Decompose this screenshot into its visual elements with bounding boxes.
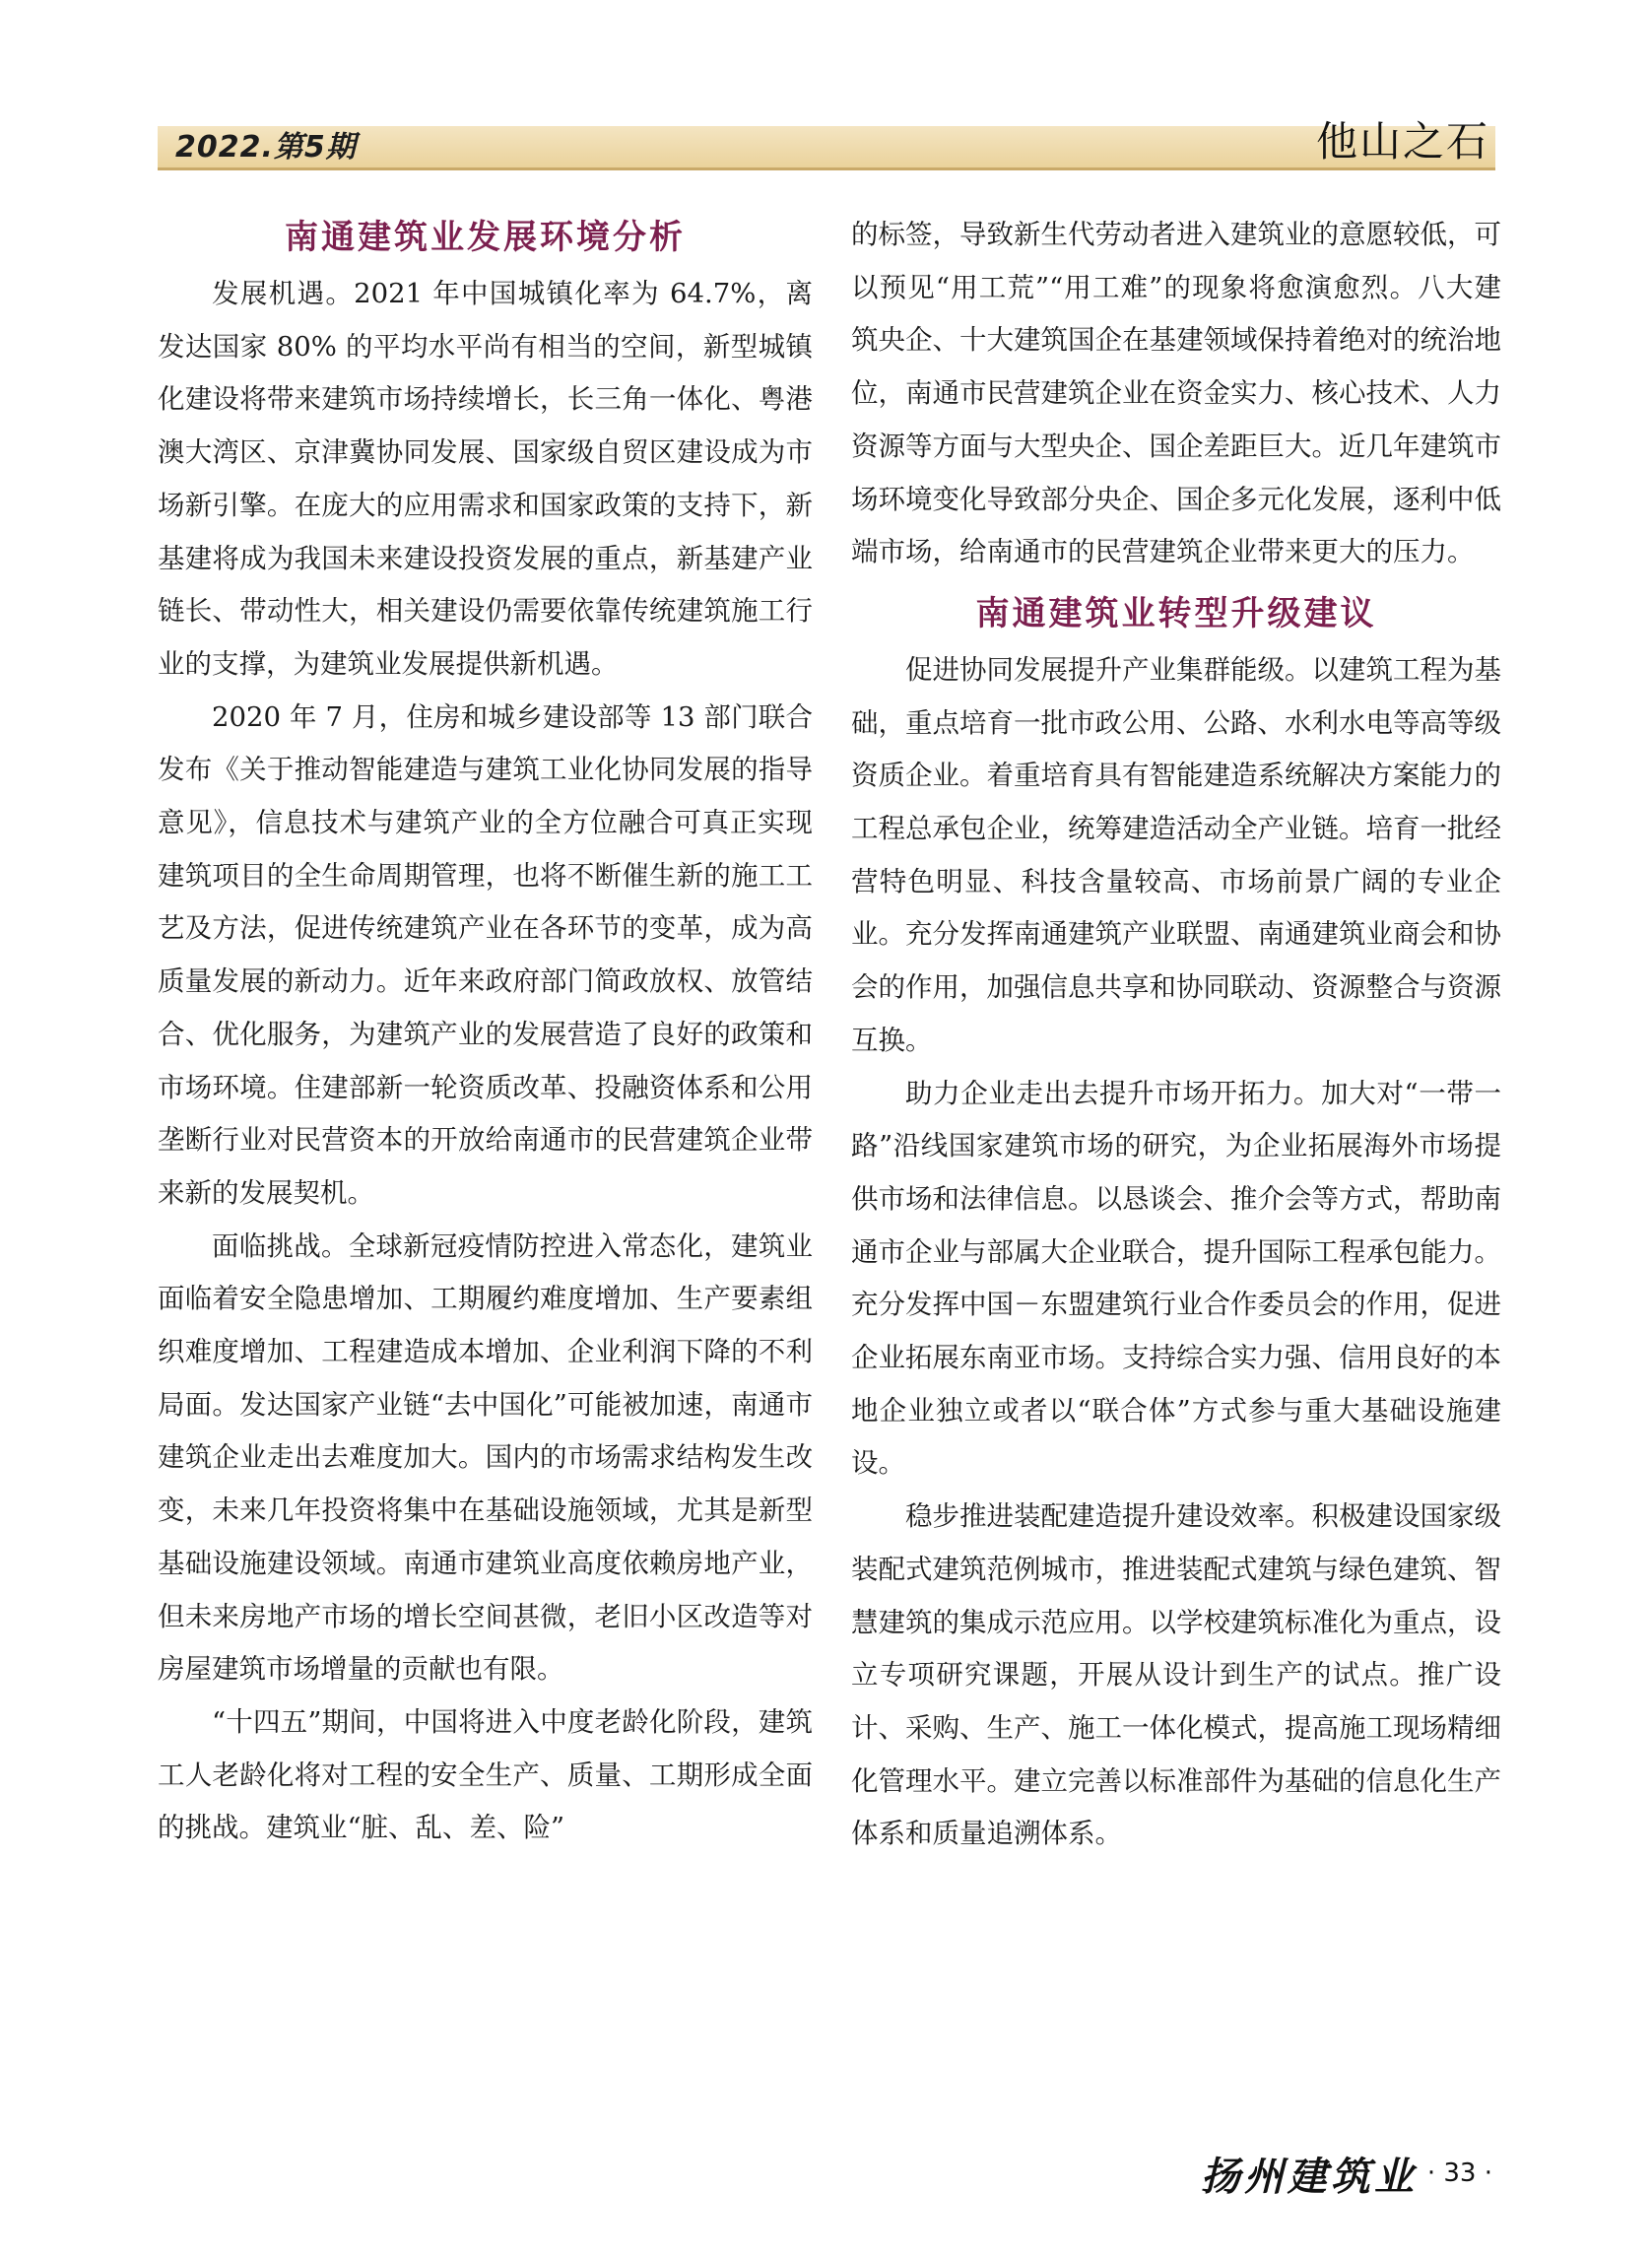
magazine-logo: 扬州建筑业 [1200, 2153, 1418, 2200]
column-title: 他山之石 [1315, 117, 1489, 166]
paragraph-cluster: 促进协同发展提升产业集群能级。以建筑工程为基础，重点培育一批市政公用、公路、水利水电等高等级资质企业。着重培育具有智能建造系统解决方案能力的工程总承包企业，统筹建造活动全产业链。培育一批经营特色明显、科技含量较高、市场前景广阔的专业企业。充分发挥南通建筑产业联盟、南通建筑业商会和协会的作用，加强信息共享和协同联动、资源整合与资源互换。 [851, 653, 1501, 1056]
paragraph-prefab: 稳步推进装配建造提升建设效率。积极建设国家级装配式建筑范例城市，推进装配式建筑与绿色建筑、智慧建筑的集成示范应用。以学校建筑标准化为重点，设立专项研究课题，开展从设计到生产的试点。推广设计、采购、生产、施工一体化模式，提高施工现场精细化管理水平。建立完善以标准部件为基础的信息化生产体系和质量追溯体系。 [851, 1500, 1501, 1850]
page-number: · 33 · [1426, 2158, 1492, 2188]
paragraph-going-global: 助力企业走出去提升市场开拓力。加大对“一带一路”沿线国家建筑市场的研究，为企业拓展海外市场提供市场和法律信息。以恳谈会、推介会等方式，帮助南通市企业与部属大企业联合，提升国际工程承包能力。充分发挥中国－东盟建筑行业合作委员会的作用，促进企业拓展东南亚市场。支持综合实力强、信用良好的本地企业独立或者以“联合体”方式参与重大基础设施建设。 [851, 1077, 1501, 1480]
paragraph-opportunities: 发展机遇。2021 年中国城镇化率为 64.7%，离发达国家 80% 的平均水平尚有相当的空间，新型城镇化建设将带来建筑市场持续增长，长三角一体化、粤港澳大湾区、京津冀协同发展、国家级自贸区建设成为市场新引擎。在庞大的应用需求和国家政策的支持下，新基建将成为我国未来建设投资发展的重点，新基建产业链长、带动性大，相关建设仍需要依靠传统建筑施工行业的支撑，为建筑业发展提供新机遇。 [158, 278, 813, 680]
paragraph-continuation: 的标签，导致新生代劳动者进入建筑业的意愿较低，可以预见“用工荒”“用工难”的现象将愈演愈烈。八大建筑央企、十大建筑国企在基建领域保持着绝对的统治地位，南通市民营建筑企业在资金实力、核心技术、人力资源等方面与大型央企、国企差距巨大。近几年建筑市场环境变化导致部分央企、国企多元化发展，逐利中低端市场，给南通市的民营建筑企业带来更大的压力。 [851, 219, 1501, 568]
right-column [851, 209, 1501, 1861]
paragraph-challenges: 面临挑战。全球新冠疫情防控进入常态化，建筑业面临着安全隐患增加、工期履约难度增加、生产要素组织难度增加、工程建造成本增加、企业利润下降的不利局面。发达国家产业链“去中国化”可能被加速，南通市建筑企业走出去难度加大。国内的市场需求结构发生改变，未来几年投资将集中在基础设施领域，尤其是新型基础设施建设领域。南通市建筑业高度依赖房地产业，但未来房地产市场的增长空间甚微，老旧小区改造等对房屋建筑市场增量的贡献也有限。 [158, 1229, 813, 1686]
paragraph-policy: 2020 年 7 月，住房和城乡建设部等 13 部门联合发布《关于推动智能建造与建筑工业化协同发展的指导意见》，信息技术与建筑产业的全方位融合可真正实现建筑项目的全生命周期管理，也将不断催生新的施工工艺及方法，促进传统建筑产业在各环节的变革，成为高质量发展的新动力。近年来政府部门简政放权、放管结合、优化服务，为建筑产业的发展营造了良好的政策和市场环境。住建部新一轮资质改革、投融资体系和公用垄断行业对民营资本的开放给南通市的民营建筑企业带来新的发展契机。 [158, 700, 813, 1209]
issue-label: 2022.第5期 [175, 130, 357, 165]
section-title-environment: 南通建筑业发展环境分析 [285, 218, 686, 257]
left-column [158, 209, 813, 1855]
page-footer [1201, 2144, 1492, 2203]
paragraph-aging: “十四五”期间，中国将进入中度老龄化阶段，建筑工人老龄化将对工程的安全生产、质量、工期形成全面的挑战。建筑业“脏、乱、差、险” [158, 1705, 813, 1844]
header-band [158, 126, 1495, 170]
section-title-suggestions: 南通建筑业转型升级建议 [975, 593, 1377, 633]
